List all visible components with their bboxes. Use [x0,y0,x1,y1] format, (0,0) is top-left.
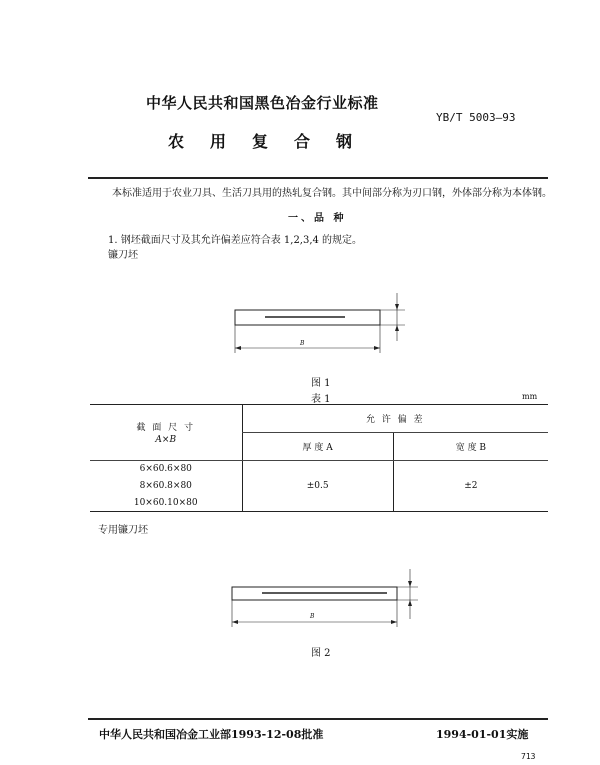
section-heading: 一、品 种 [288,213,347,224]
subheading-special-sickle-blank: 专用镰刀坯 [98,525,148,536]
subheading-sickle-blank: 镰刀坯 [108,250,138,261]
col-width-header: 宽 度 B [393,433,548,461]
fig2-arrow-right [391,620,397,624]
header-rule [88,177,548,179]
standard-organization: 中华人民共和国黑色冶金行业标准 [146,94,379,112]
width-tolerance: ±2 [393,461,548,512]
fig2-arrow-bottom [408,600,412,606]
fig1-dim-label: B [300,340,305,347]
fig1-arrow-left [235,346,241,350]
table-row: 10×60.10×80 [90,495,242,512]
fig1-arrow-bottom [395,325,399,331]
figure-2-drawing [222,565,422,635]
fig2-arrow-left [232,620,238,624]
fig1-arrow-top [395,304,399,310]
col-tolerance-header: 允 许 偏 差 [242,405,548,433]
table-row: 8×60.8×80 [139,481,192,491]
footer-rule [88,718,548,720]
figure-1-drawing [225,285,410,357]
figure-2-caption: 图 2 [311,648,331,659]
intro-paragraph: 本标准适用于农业刀具、生活刀具用的热轧复合钢。其中间部分称为刃口钢，外体部分称为本体钢。 [112,188,552,199]
page-number: 713 [521,752,536,761]
thickness-tolerance: ±0.5 [242,461,393,512]
document-title: 农用复合钢 [168,132,379,151]
approval-line: 中华人民共和国冶金工业部1993-12-08批准 [99,728,324,741]
standard-code: YB/T 5003—93 [436,111,516,124]
table-1-caption: 表 1 [311,394,331,405]
col-thickness-header: 厚 度 A [242,433,393,461]
fig1-arrow-right [374,346,380,350]
fig2-arrow-top [408,581,412,587]
fig2-dim-label: B [310,613,315,620]
tolerance-table [90,404,548,512]
clause-1: 1. 钢坯截面尺寸及其允许偏差应符合表 1,2,3,4 的规定。 [108,235,363,246]
col-size-header: 截 面 尺 寸 A×B [90,405,242,461]
table-row: 6×60.6×80 [139,464,192,475]
effective-date: 1994-01-01实施 [436,728,529,741]
table-unit: mm [522,392,538,401]
figure-1-caption: 图 1 [311,378,331,389]
